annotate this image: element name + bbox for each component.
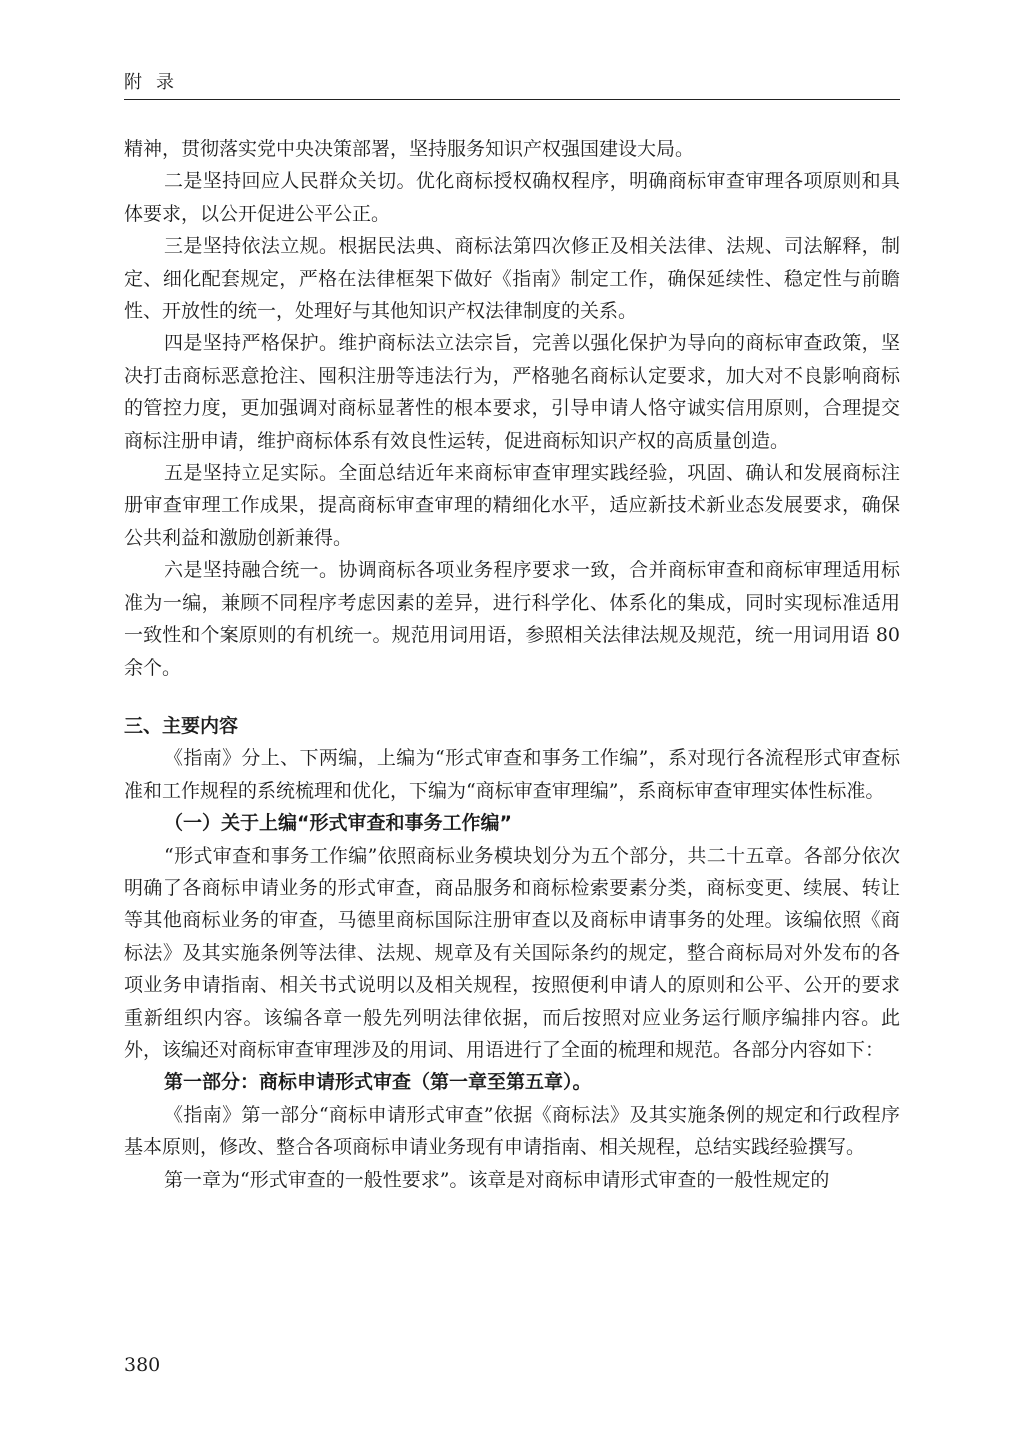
section-heading: 三、主要内容	[124, 714, 239, 737]
paragraph-continuation: 精神，贯彻落实党中央决策部署，坚持服务知识产权强国建设大局。	[124, 138, 695, 160]
running-header-char-2: 录	[156, 72, 188, 93]
running-header-char-1: 附	[124, 72, 156, 93]
page-number: 380	[124, 1354, 161, 1376]
paragraph-principle-6: 六是坚持融合统一。协调商标各项业务程序要求一致，合并商标审查和商标审理适用标准为一编，兼顾不同程序考虑因素的差异，进行科学化、体系化的集成，同时实现标准适用一致性和个案原则的有机统一。规范用词用语，参照相关法律法规及规范，统一用词用语 80 余个。	[124, 559, 900, 679]
paragraph-principle-3: 三是坚持依法立规。根据民法典、商标法第四次修正及相关法律、法规、司法解释，制定、细化配套规定，严格在法律框架下做好《指南》制定工作，确保延续性、稳定性与前瞻性、开放性的统一，处理好与其他知识产权法律制度的关系。	[124, 235, 900, 323]
paragraph-principle-4: 四是坚持严格保护。维护商标法立法宗旨，完善以强化保护为导向的商标审查政策，坚决打击商标恶意抢注、囤积注册等违法行为，严格驰名商标认定要求，加大对不良影响商标的管控力度，更加强调对商标显著性的根本要求，引导申请人恪守诚实信用原则，合理提交商标注册申请，维护商标体系有效良性运转，促进商标知识产权的高质量创造。	[124, 332, 900, 452]
chapter-paragraph: 第一章为“形式审查的一般性要求”。该章是对商标申请形式审查的一般性规定的	[164, 1168, 830, 1191]
part-paragraph: 《指南》第一部分“商标申请形式审查”依据《商标法》及其实施条例的规定和行政程序基本原则，修改、整合各项商标申请业务现有申请指南、相关规程，总结实践经验撰写。	[124, 1103, 900, 1159]
paragraph-principle-5: 五是坚持立足实际。全面总结近年来商标审查审理实践经验，巩固、确认和发展商标注册审查审理工作成果，提高商标审查审理的精细化水平，适应新技术新业态发展要求，确保公共利益和激励创新兼得。	[124, 462, 900, 549]
header-rule	[124, 99, 900, 100]
section-gap	[124, 684, 900, 710]
running-header	[124, 68, 188, 94]
subsection-heading: （一）关于上编“形式审查和事务工作编”	[164, 812, 512, 835]
subsection-paragraph: “形式审查和事务工作编”依照商标业务模块划分为五个部分，共二十五章。各部分依次明确了各商标申请业务的形式审查，商品服务和商标检索要素分类，商标变更、续展、转让等其他商标业务的审查，马德里商标国际注册审查以及商标申请事务的处理。该编依照《商标法》及其实施条例等法律、法规、规章及有关国际条约的规定，整合商标局对外发布的各项业务申请指南、相关书式说明以及相关规程，按照便利申请人的原则和公平、公开的要求重新组织内容。该编各章一般先列明法律依据，而后按照对应业务运行顺序编排内容。此外，该编还对商标审查审理涉及的用词、用语进行了全面的梳理和规范。各部分内容如下：	[124, 844, 900, 1061]
page-body	[124, 133, 900, 1196]
paragraph-principle-2: 二是坚持回应人民群众关切。优化商标授权确权程序，明确商标审查审理各项原则和具体要求，以公开促进公平公正。	[124, 170, 900, 225]
section-intro-paragraph: 《指南》分上、下两编，上编为“形式审查和事务工作编”，系对现行各流程形式审查标准和工作规程的系统梳理和优化，下编为“商标审查审理编”，系商标审查审理实体性标准。	[124, 747, 900, 802]
part-heading: 第一部分：商标申请形式审查（第一章至第五章）。	[164, 1071, 592, 1094]
